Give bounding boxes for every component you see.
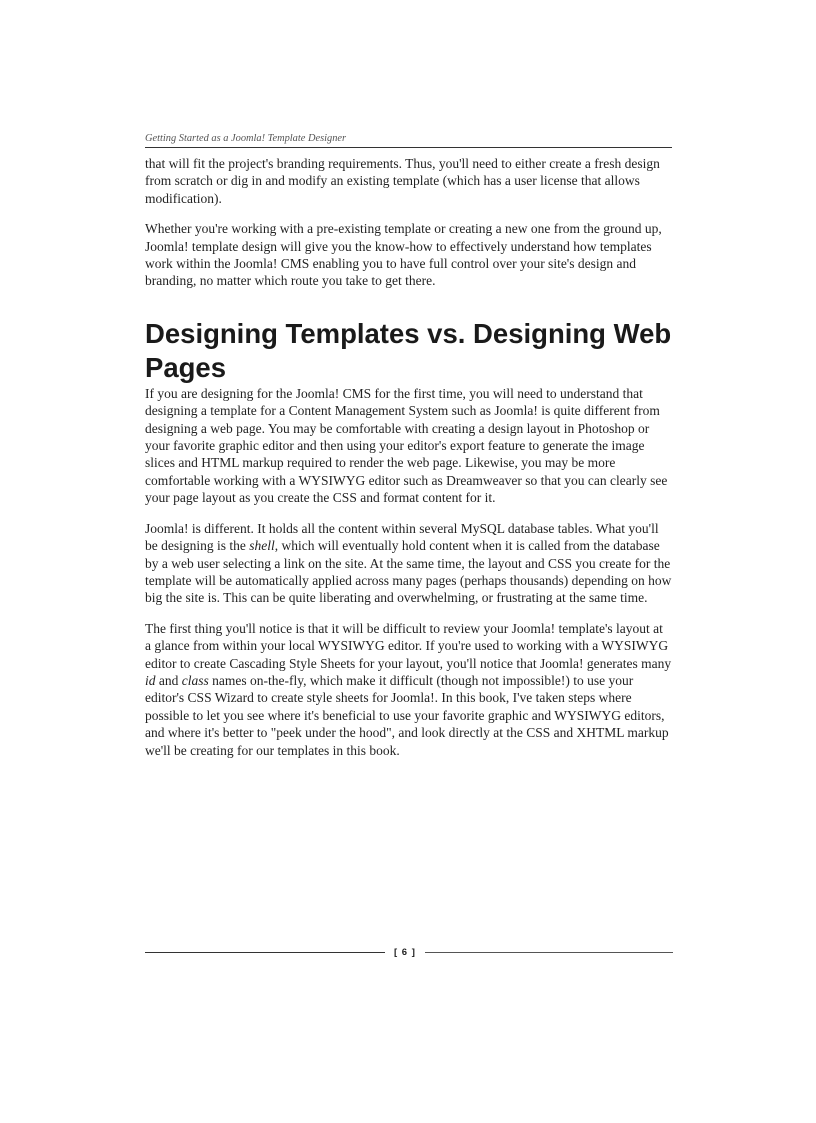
text-segment: names on-the-fly, which make it difficult (though not impossible!) to use your editor's CSS Wizard to create style sheets for Joomla!. In this book, I've taken steps where possible to let you see where it's beneficial to use your favorite graphic and WYSIWYG editors, and where it's better to "peek under the hood", and look directly at the CSS and XHTML markup we'll be creating for our templates in this book. <box>145 672 669 758</box>
text-segment: Joomla! is different. It holds all the content within several MySQL database tables. What you'll be designing is the <box>145 520 659 554</box>
section-paragraph-2 <box>145 520 672 607</box>
footer-rule-left <box>145 952 385 953</box>
emphasis-id: id <box>145 672 156 688</box>
page-footer <box>145 945 673 959</box>
emphasis-shell: shell <box>249 538 275 554</box>
section-paragraph-1: If you are designing for the Joomla! CMS for the first time, you will need to understand that designing a template for a Content Management System such as Joomla! is quite different from designing a web page. You may be comfortable with creating a design layout in Photoshop or your favorite graphic editor and then using your editor's export feature to generate the image slices and HTML markup required to render the web page. Likewise, you may be more comfortable working with a WYSIWYG editor such as Dreamweaver so that you can clearly see your page layout as you create the CSS and format content for it. <box>145 385 668 506</box>
page-content <box>145 133 672 772</box>
footer-rule-right <box>425 952 673 953</box>
section-paragraph-3 <box>145 620 672 759</box>
intro-paragraph-2: Whether you're working with a pre-existing template or creating a new one from the ground up, Joomla! template design will give you the know-how to effectively understand how templates work within the Joomla! CMS enabling you to have full control over your site's design and branding, no matter which route you take to get there. <box>145 221 662 289</box>
running-header: Getting Started as a Joomla! Template Designer <box>145 133 672 148</box>
text-segment: The first thing you'll notice is that it will be difficult to review your Joomla! template's layout at a glance from within your local WYSIWYG editor. If you're used to working with a WYSIWYG editor to create Cascading Style Sheets for your layout, you'll notice that Joomla! generates many <box>145 620 672 671</box>
text-segment: and <box>155 672 182 688</box>
page-number: [ 6 ] <box>394 946 416 958</box>
text-segment: , which will eventually hold content when it is called from the database by a web user selecting a link on the site. At the same time, the layout and CSS you create for the template will be automatically applied across many pages (perhaps thousands) depending on how big the site is. This can be quite liberating and overwhelming, or frustrating at the same time. <box>145 538 672 606</box>
section-heading: Designing Templates vs. Designing Web Pages <box>145 317 672 383</box>
emphasis-class: class <box>181 672 209 688</box>
intro-paragraph-1: that will fit the project's branding requirements. Thus, you'll need to either create a fresh design from scratch or dig in and modify an existing template (which has a user license that allows modification). <box>145 156 660 206</box>
